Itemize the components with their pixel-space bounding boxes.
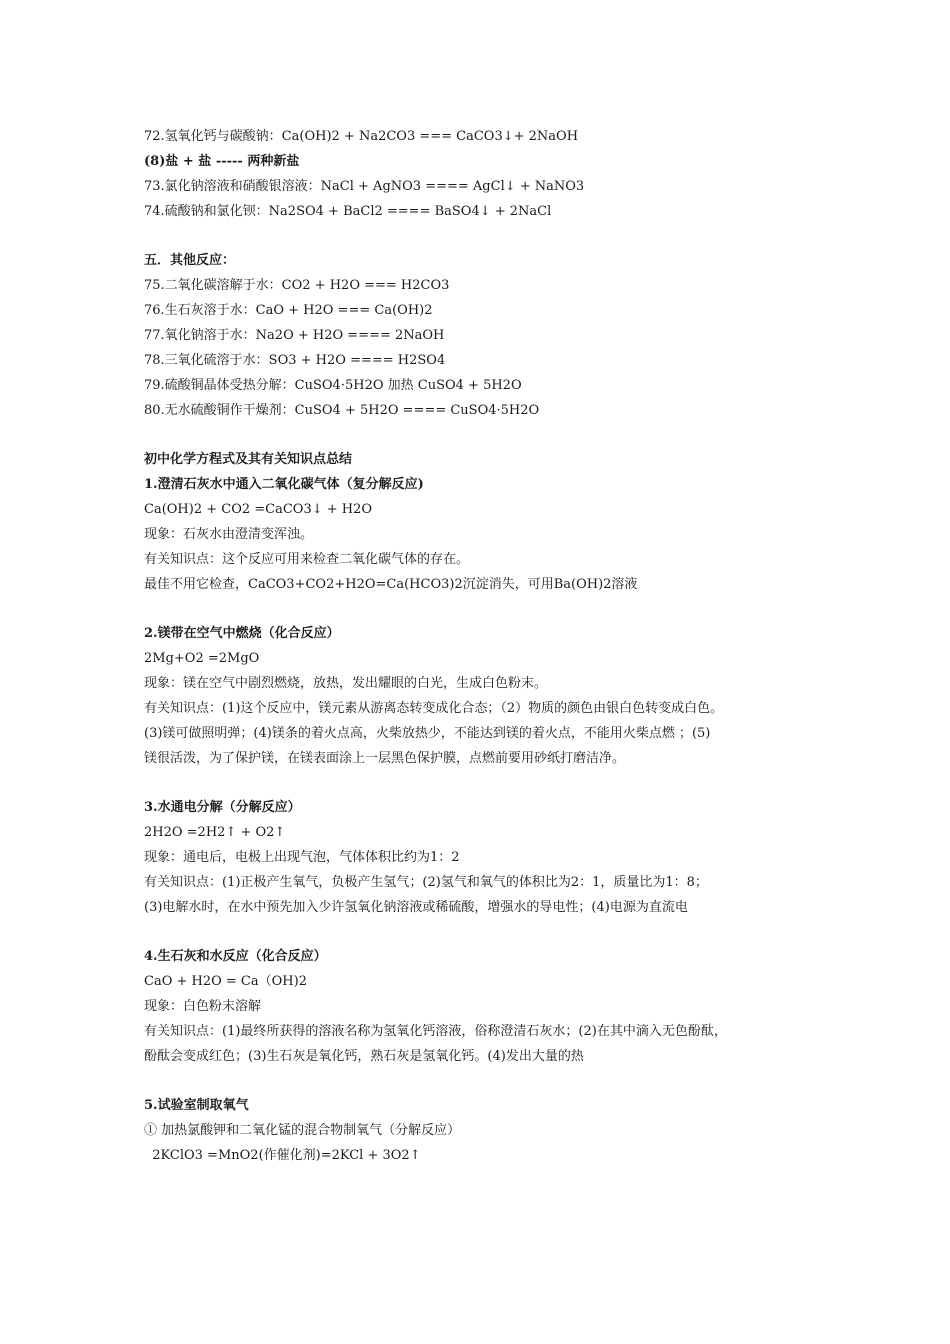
- equation-78: 78.三氧化硫溶于水：SO3 + H2O ==== H2SO4: [144, 353, 446, 368]
- topic-1-knowledge: 有关知识点：这个反应可用来检查二氧化碳气体的存在。: [144, 552, 470, 567]
- equation-79: 79.硫酸铜晶体受热分解：CuSO4·5H2O 加热 CuSO4 + 5H2O: [144, 378, 522, 393]
- topic-5-equation: 2KClO3 =MnO2(作催化剂)=2KCl + 3O2↑: [144, 1148, 421, 1163]
- topic-4-knowledge-line-2: 酚酞会变成红色；(3)生石灰是氧化钙，熟石灰是氢氧化钙。(4)发出大量的热: [144, 1049, 584, 1064]
- topic-3-phenomenon: 现象：通电后，电极上出现气泡，气体体积比约为1：2: [144, 850, 460, 865]
- section-heading-other-reactions: 五．其他反应：: [144, 253, 236, 268]
- equation-80: 80.无水硫酸铜作干燥剂：CuSO4 + 5H2O ==== CuSO4·5H2O: [144, 403, 540, 418]
- equation-76: 76.生石灰溶于水：CaO + H2O === Ca(OH)2: [144, 303, 433, 318]
- topic-1-heading: 1.澄清石灰水中通入二氧化碳气体（复分解反应): [144, 477, 424, 492]
- topic-5-heading: 5.试验室制取氧气: [144, 1098, 249, 1113]
- topic-5-method-1: ① 加热氯酸钾和二氧化锰的混合物制氧气（分解反应）: [144, 1123, 461, 1138]
- topic-2-knowledge-line-1: 有关知识点：(1)这个反应中，镁元素从游离态转变成化合态；（2）物质的颜色由银白色转变成白色。: [144, 701, 724, 716]
- document-section-title: 初中化学方程式及其有关知识点总结: [144, 452, 353, 467]
- topic-2-knowledge-line-2: (3)镁可做照明弹；(4)镁条的着火点高，火柴放热少，不能达到镁的着火点，不能用火柴点燃 ；(5): [144, 726, 711, 741]
- topic-3-knowledge-line-2: (3)电解水时，在水中预先加入少许氢氧化钠溶液或稀硫酸，增强水的导电性；(4)电源为直流电: [144, 900, 688, 915]
- equation-77: 77.氧化钠溶于水：Na2O + H2O ==== 2NaOH: [144, 328, 445, 343]
- topic-3-heading: 3.水通电分解（分解反应）: [144, 800, 301, 815]
- equation-73: 73.氯化钠溶液和硝酸银溶液：NaCl + AgNO3 ==== AgCl↓ + NaNO3: [144, 179, 585, 194]
- topic-1-equation: Ca(OH)2 + CO2 =CaCO3↓ + H2O: [144, 502, 373, 517]
- topic-4-phenomenon: 现象：白色粉末溶解: [144, 999, 262, 1014]
- topic-3-equation: 2H2O =2H2↑ + O2↑: [144, 825, 286, 840]
- equation-75: 75.二氧化碳溶解于水：CO2 + H2O === H2CO3: [144, 278, 450, 293]
- topic-2-heading: 2.镁带在空气中燃烧（化合反应）: [144, 626, 340, 641]
- topic-2-knowledge-line-3: 镁很活泼，为了保护镁，在镁表面涂上一层黑色保护膜，点燃前要用砂纸打磨洁净。: [144, 751, 626, 766]
- topic-4-heading: 4.生石灰和水反应（化合反应）: [144, 949, 327, 964]
- topic-4-equation: CaO + H2O = Ca（OH)2: [144, 974, 307, 989]
- topic-1-note: 最佳不用它检查，CaCO3+CO2+H2O=Ca(HCO3)2沉淀消失，可用Ba(OH)2溶液: [144, 577, 638, 592]
- section-heading-salt-salt: (8)盐 + 盐 ----- 两种新盐: [144, 154, 300, 169]
- topic-2-equation: 2Mg+O2 =2MgO: [144, 651, 260, 666]
- topic-2-phenomenon: 现象：镁在空气中剧烈燃烧，放热，发出耀眼的白光，生成白色粉末。: [144, 676, 548, 691]
- topic-3-knowledge-line-1: 有关知识点：(1)正极产生氧气，负极产生氢气；(2)氢气和氧气的体积比为2：1，质量比为1：8；: [144, 875, 708, 890]
- equation-74: 74.硫酸钠和氯化钡：Na2SO4 + BaCl2 ==== BaSO4↓ + 2NaCl: [144, 204, 552, 219]
- topic-4-knowledge-line-1: 有关知识点：(1)最终所获得的溶液名称为氢氧化钙溶液，俗称澄清石灰水；(2)在其中滴入无色酚酞，: [144, 1024, 727, 1039]
- equation-72: 72.氢氧化钙与碳酸钠：Ca(OH)2 + Na2CO3 === CaCO3↓+ 2NaOH: [144, 129, 579, 144]
- topic-1-phenomenon: 现象：石灰水由澄清变浑浊。: [144, 527, 314, 542]
